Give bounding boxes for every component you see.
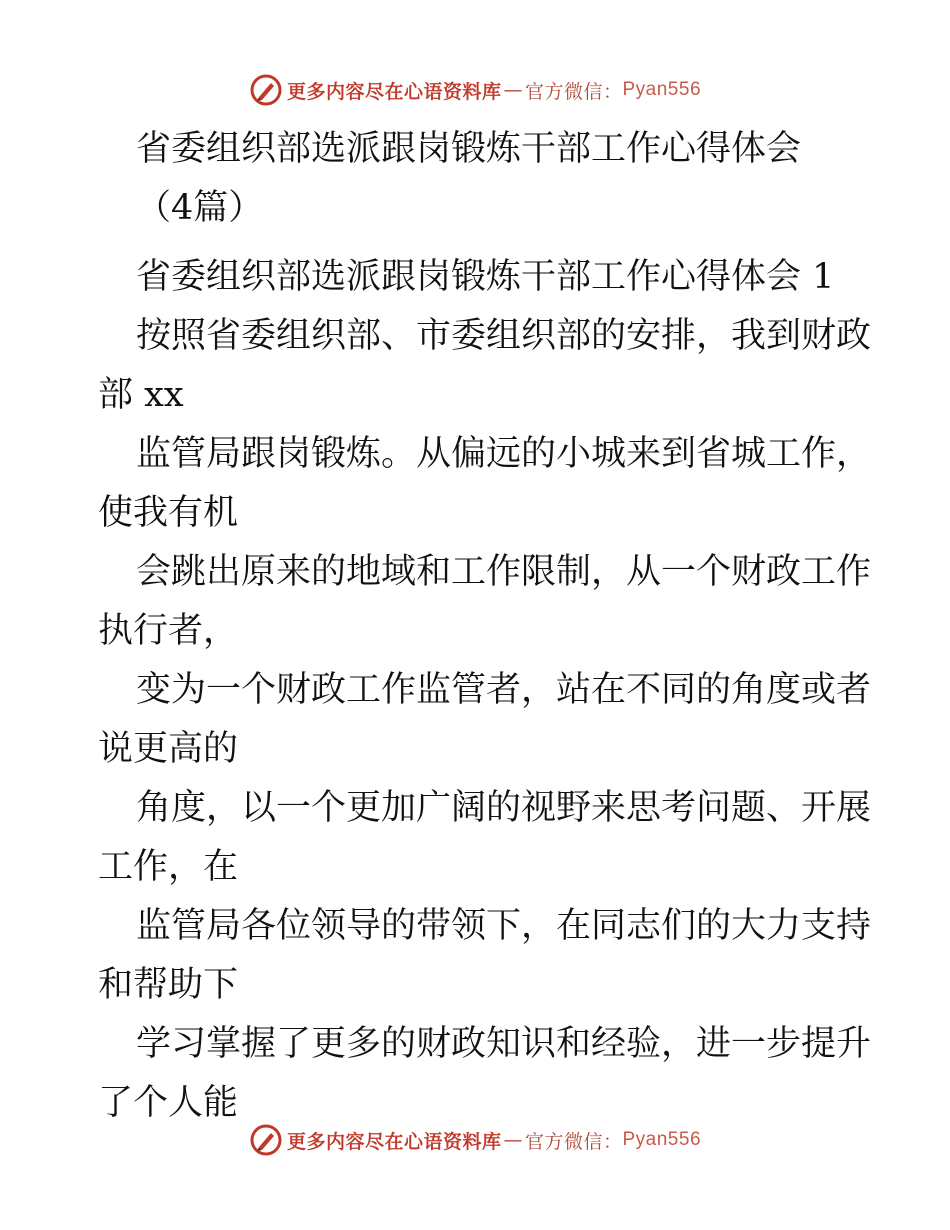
watermark-banner-top <box>0 70 950 110</box>
watermark-site: 更多内容尽在心语资料库 <box>286 80 502 103</box>
paragraph-line: 监管局跟岗锻炼。从偏远的小城来到省城工作， <box>136 434 872 474</box>
document-body <box>98 120 872 1133</box>
paragraph-line: 和帮助下 <box>98 965 239 1005</box>
paragraph-line: 监管局各位领导的带领下，在同志们的大力支持 <box>136 906 872 946</box>
watermark-handle: Pyan556 <box>622 79 702 100</box>
paragraph-line: 说更高的 <box>98 729 239 769</box>
paragraph-line: 工作，在 <box>98 847 239 887</box>
pen-logo-icon <box>249 73 283 107</box>
watermark-separator: — <box>503 1129 523 1151</box>
watermark-separator: — <box>503 79 523 101</box>
watermark-handle: Pyan556 <box>622 1129 702 1150</box>
watermark-site: 更多内容尽在心语资料库 <box>286 1130 502 1153</box>
paragraph-line: 会跳出原来的地域和工作限制，从一个财政工作 <box>136 552 872 592</box>
document-title-line-2: （4篇） <box>136 188 264 228</box>
paragraph-line: 变为一个财政工作监管者，站在不同的角度或者 <box>136 670 872 710</box>
watermark-wechat-label: 官方微信： <box>524 1130 623 1153</box>
pen-logo-icon <box>249 1123 283 1157</box>
section-heading: 省委组织部选派跟岗锻炼干部工作心得体会 1 <box>136 257 835 297</box>
paragraph-line: 使我有机 <box>98 493 239 533</box>
watermark-wechat-label: 官方微信： <box>524 80 623 103</box>
paragraph-line: 了个人能 <box>98 1083 239 1123</box>
paragraph-line: 按照省委组织部、市委组织部的安排，我到财政 <box>136 316 872 356</box>
watermark-banner-bottom <box>0 1120 950 1160</box>
paragraph-line: 部 xx <box>98 375 184 415</box>
paragraph-line: 执行者， <box>98 611 239 651</box>
document-title-line-1: 省委组织部选派跟岗锻炼干部工作心得体会 <box>136 129 802 169</box>
paragraph-line: 角度，以一个更加广阔的视野来思考问题、开展 <box>136 788 872 828</box>
paragraph-line: 学习掌握了更多的财政知识和经验，进一步提升 <box>136 1024 872 1064</box>
